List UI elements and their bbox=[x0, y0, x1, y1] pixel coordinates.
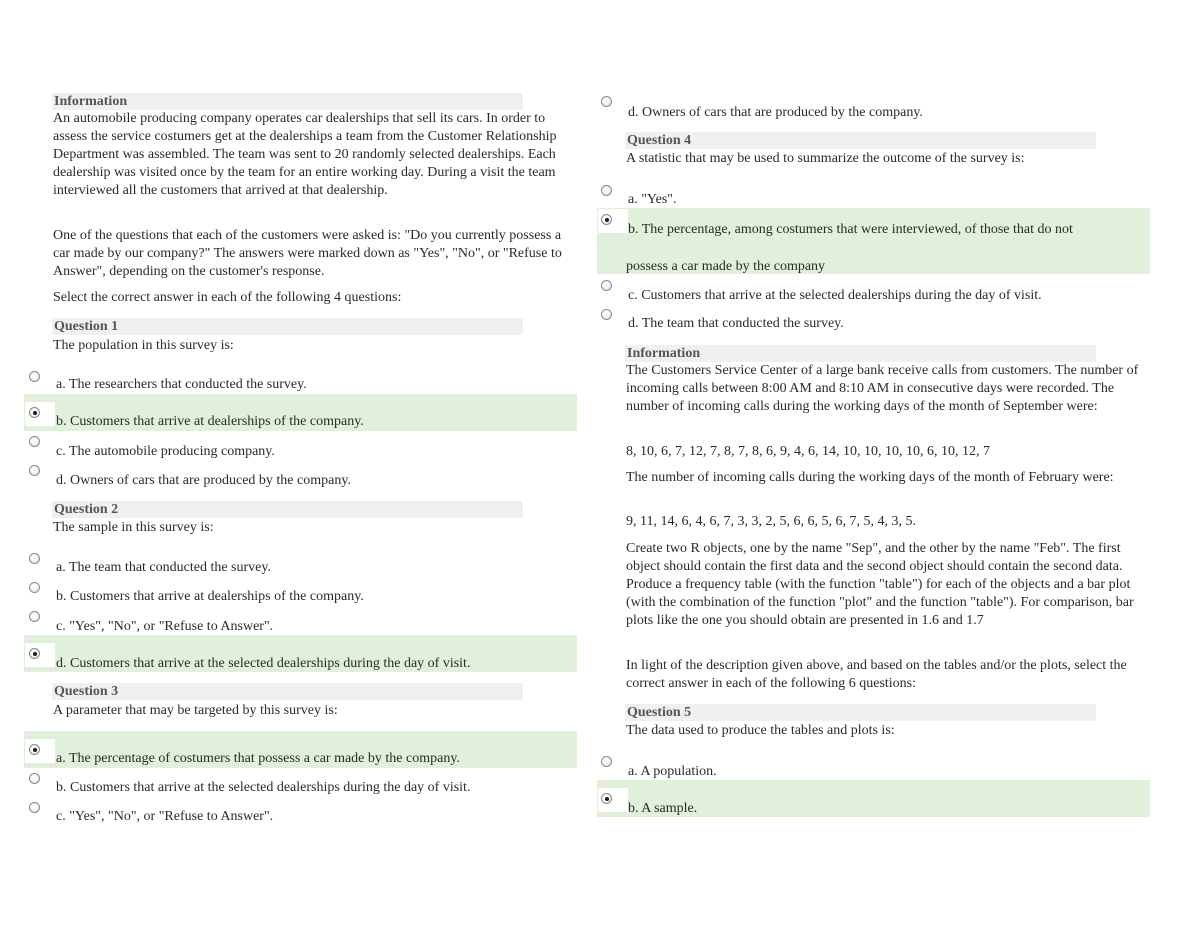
info-2-paragraph-3: Create two R objects, one by the name "Sep", and the other by the name "Feb". The first object should contain the first data and the second object should contain the second data. Produce a frequency table (with the function "table") for each of the objects and a bar plot (with the combination of the function "plot" and the function "table"). For comparison, bar plots like the one you should obtain are presented in 1.6 and 1.7 bbox=[626, 541, 1134, 628]
question-1-prompt: The population in this survey is: bbox=[53, 338, 234, 353]
question-5-header: Question 5 bbox=[625, 704, 1096, 721]
info-paragraph-1: An automobile producing company operates car dealerships that sell its cars. In order to assess the service costumers get at the dealerships a team from the Customer Relationship Department was assembled. The team was sent to 20 randomly selected dealerships. Each dealership was visited once by the team for an entire working day. During a visit the team interviewed all the customers that arrived at that dealership. bbox=[53, 111, 557, 198]
q5-option-a[interactable]: a. A population. bbox=[628, 764, 717, 779]
info-paragraph-2: One of the questions that each of the customers were asked is: "Do you currently possess a car made by our company?" The answers were marked down as "Yes", "No", or "Refuse to Answer", depending on the customer's response. bbox=[53, 228, 562, 279]
q5-option-b-radio[interactable] bbox=[601, 793, 612, 804]
q1-option-b[interactable]: b. Customers that arrive at dealerships of the company. bbox=[56, 414, 364, 429]
q1-option-a-radio[interactable] bbox=[29, 371, 40, 382]
september-data: 8, 10, 6, 7, 12, 7, 8, 7, 8, 6, 9, 4, 6, 14, 10, 10, 10, 10, 6, 10, 12, 7 bbox=[626, 444, 990, 459]
q2-option-d[interactable]: d. Customers that arrive at the selected dealerships during the day of visit. bbox=[56, 656, 471, 671]
q1-option-a[interactable]: a. The researchers that conducted the survey. bbox=[56, 377, 307, 392]
q3-option-c-radio[interactable] bbox=[29, 802, 40, 813]
q2-option-b-radio[interactable] bbox=[29, 582, 40, 593]
q4-option-b[interactable]: b. The percentage, among costumers that were interviewed, of those that do not bbox=[628, 222, 1073, 237]
q3-option-c[interactable]: c. "Yes", "No", or "Refuse to Answer". bbox=[56, 809, 274, 824]
q1-option-b-radio[interactable] bbox=[29, 407, 40, 418]
question-4-header: Question 4 bbox=[625, 132, 1096, 149]
q4-option-b-line-2[interactable]: possess a car made by the company bbox=[626, 259, 826, 274]
q4-option-d[interactable]: d. The team that conducted the survey. bbox=[628, 316, 844, 331]
q2-option-b[interactable]: b. Customers that arrive at dealerships of the company. bbox=[56, 589, 364, 604]
question-2-prompt: The sample in this survey is: bbox=[53, 520, 214, 535]
question-4-prompt: A statistic that may be used to summarize the outcome of the survey is: bbox=[626, 151, 1025, 166]
q5-option-a-radio[interactable] bbox=[601, 756, 612, 767]
q4-option-a-radio[interactable] bbox=[601, 185, 612, 196]
q3-option-d-radio[interactable] bbox=[601, 96, 612, 107]
q1-option-d-radio[interactable] bbox=[29, 465, 40, 476]
info-2-header: Information bbox=[625, 345, 1096, 362]
q4-option-c-radio[interactable] bbox=[601, 280, 612, 291]
q3-option-d[interactable]: d. Owners of cars that are produced by the company. bbox=[628, 105, 923, 120]
q4-option-a[interactable]: a. "Yes". bbox=[628, 192, 677, 207]
question-2-header: Question 2 bbox=[52, 501, 523, 518]
question-1-header: Question 1 bbox=[52, 318, 523, 335]
q3-option-b[interactable]: b. Customers that arrive at the selected dealerships during the day of visit. bbox=[56, 780, 471, 795]
q2-option-c[interactable]: c. "Yes", "No", or "Refuse to Answer". bbox=[56, 619, 274, 634]
q2-option-c-radio[interactable] bbox=[29, 611, 40, 622]
q1-option-c[interactable]: c. The automobile producing company. bbox=[56, 444, 275, 459]
q1-option-c-radio[interactable] bbox=[29, 436, 40, 447]
q1-option-d[interactable]: d. Owners of cars that are produced by the company. bbox=[56, 473, 351, 488]
question-3-header: Question 3 bbox=[52, 683, 523, 700]
question-3-prompt: A parameter that may be targeted by this survey is: bbox=[53, 703, 338, 718]
q2-option-a-radio[interactable] bbox=[29, 553, 40, 564]
q3-option-b-radio[interactable] bbox=[29, 773, 40, 784]
q2-option-a[interactable]: a. The team that conducted the survey. bbox=[56, 560, 271, 575]
q4-option-d-radio[interactable] bbox=[601, 309, 612, 320]
q5-option-b[interactable]: b. A sample. bbox=[628, 801, 698, 816]
february-data: 9, 11, 14, 6, 4, 6, 7, 3, 3, 2, 5, 6, 6, 5, 6, 7, 5, 4, 3, 5. bbox=[626, 514, 916, 529]
q4-option-c[interactable]: c. Customers that arrive at the selected dealerships during the day of visit. bbox=[628, 288, 1042, 303]
question-5-prompt: The data used to produce the tables and plots is: bbox=[626, 723, 895, 738]
info-2-paragraph-2: The number of incoming calls during the working days of the month of February were: bbox=[626, 470, 1114, 485]
info-paragraph-3: Select the correct answer in each of the following 4 questions: bbox=[53, 290, 402, 305]
q3-option-a-radio[interactable] bbox=[29, 744, 40, 755]
info-2-paragraph-1: The Customers Service Center of a large bank receive calls from customers. The number of incoming calls between 8:00 AM and 8:10 AM in consecutive days were recorded. The number of incoming calls during the working days of the month of September were: bbox=[626, 363, 1139, 414]
q4-option-b-radio[interactable] bbox=[601, 214, 612, 225]
q3-option-a[interactable]: a. The percentage of costumers that possess a car made by the company. bbox=[56, 751, 460, 766]
info-2-paragraph-4: In light of the description given above, and based on the tables and/or the plots, select the correct answer in each of the following 6 questions: bbox=[626, 658, 1127, 691]
q2-option-d-radio[interactable] bbox=[29, 648, 40, 659]
info-header: Information bbox=[52, 93, 523, 110]
